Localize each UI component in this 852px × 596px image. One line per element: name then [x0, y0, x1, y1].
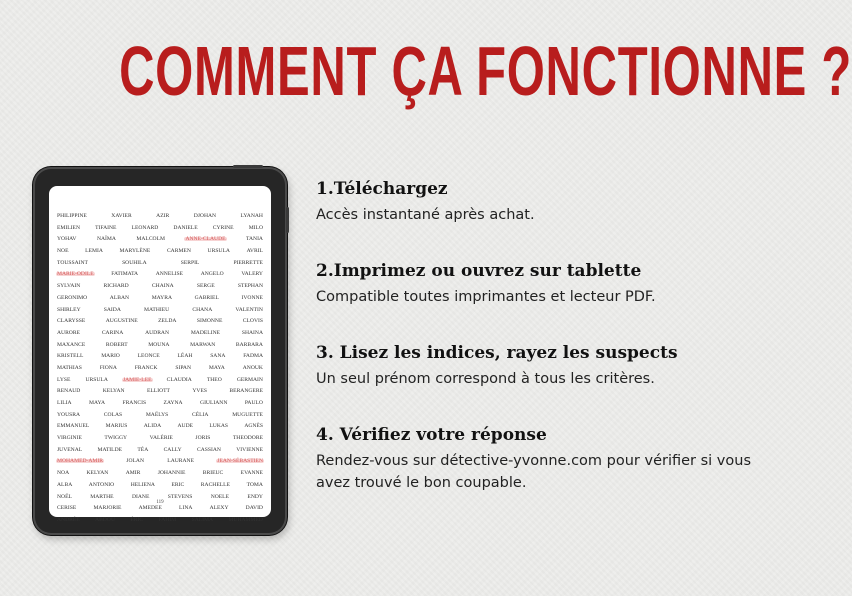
name-cell: CÉLIA	[192, 411, 209, 418]
name-cell: PAULO	[244, 400, 263, 406]
name-cell: FADMA	[243, 353, 263, 360]
name-cell: RENAUD	[57, 388, 81, 395]
name-cell: KELYAN	[86, 470, 109, 477]
name-cell: FRANCIS	[122, 400, 147, 406]
names-row	[57, 433, 263, 445]
name-cell: AGNÈS	[244, 423, 263, 430]
name-cell: ENDY	[247, 493, 263, 500]
name-cell: FIONA	[99, 364, 117, 371]
name-cell: AVRIL	[246, 248, 263, 255]
name-cell: NOËL	[57, 493, 72, 500]
name-cell: EMILIEN	[57, 224, 80, 231]
name-cell: CLOVIS	[242, 318, 263, 325]
name-cell: MATHIEU	[144, 306, 170, 313]
names-row	[57, 456, 263, 468]
name-cell: MARJORIE	[93, 505, 122, 512]
names-row	[57, 480, 263, 492]
step-2-text: Compatible toutes imprimantes et lecteur PDF.	[316, 289, 656, 305]
name-cell: LEMIA	[85, 248, 103, 255]
name-cell: AZIR	[156, 213, 170, 219]
names-row	[57, 363, 263, 375]
name-cell: LILIA	[57, 400, 72, 406]
name-cell: SHIRLEY	[57, 306, 81, 313]
name-cell: MAYA	[89, 400, 106, 406]
name-cell: BRIEUC	[202, 470, 224, 477]
step-4-text: Rendez-vous sur détective-yvonne.com pour vérifier si vous avez trouvé le bon coupable.	[316, 453, 751, 491]
name-cell: ANTONIO	[88, 481, 115, 488]
names-row	[57, 328, 263, 340]
name-cell: LEONCE	[137, 353, 160, 360]
tablet-mockup	[33, 167, 287, 535]
name-cell: STEPHAN	[237, 283, 263, 290]
step-1-text: Accès instantané après achat.	[316, 207, 535, 223]
name-cell: XAVIER	[111, 213, 132, 219]
name-cell: CALLY	[163, 446, 182, 453]
name-cell: MALCOLM	[136, 236, 165, 243]
names-grid	[57, 211, 263, 527]
name-cell: ÉRIC	[130, 516, 144, 523]
name-cell: TOMA	[246, 481, 263, 488]
step-2	[316, 260, 786, 308]
name-cell: MARTHE	[90, 493, 114, 500]
name-cell: TANIA	[246, 236, 263, 243]
name-cell: AURORE	[57, 329, 80, 336]
names-row	[57, 445, 263, 457]
name-cell: GERONIMO	[57, 294, 88, 301]
name-cell: LAURANE	[167, 458, 195, 465]
name-cell: YVES	[192, 388, 207, 395]
name-cell: SAIDA	[103, 306, 121, 313]
name-cell: AMEDEE	[138, 505, 162, 512]
name-cell: LYSE	[57, 376, 71, 383]
name-cell: SERPIL	[180, 259, 200, 266]
name-cell: NOELE	[210, 493, 230, 500]
name-cell: SOUHILA	[122, 259, 147, 266]
name-cell: MADELINE	[190, 329, 221, 336]
names-row	[57, 398, 263, 410]
name-cell: CASSIAN	[197, 446, 221, 453]
names-row	[57, 211, 263, 223]
name-cell: FRANCK	[134, 364, 158, 371]
name-cell: CLARYSSE	[57, 318, 86, 325]
name-cell: BERANGERE	[229, 388, 263, 395]
names-row	[57, 269, 263, 281]
name-cell: MAXANCE	[57, 341, 86, 348]
name-cell: ANGELO	[200, 271, 224, 278]
name-cell: LÉAH	[177, 353, 193, 360]
name-cell: EVANNE	[240, 470, 263, 477]
name-cell: MUHAMMED	[228, 516, 263, 523]
name-cell: TÉA	[137, 446, 149, 453]
name-cell: ZELDA	[158, 318, 177, 325]
names-row	[57, 305, 263, 317]
name-cell: NOE	[57, 248, 69, 255]
name-cell: CHANA	[192, 306, 213, 313]
name-cell: RACHELLE	[200, 481, 231, 488]
name-cell: VALÉRIE	[149, 435, 173, 442]
name-cell: COLAS	[103, 411, 123, 418]
tablet-volume-button	[286, 207, 289, 233]
name-cell: SALIMA	[191, 516, 214, 523]
name-cell: AUGUSTINE	[105, 318, 138, 325]
step-4-heading: 4. Vérifiez votre réponse	[316, 425, 547, 445]
tablet-screen	[49, 186, 271, 523]
name-cell: FATIMATA	[111, 271, 139, 278]
names-row	[57, 351, 263, 363]
name-cell: VIRGINIE	[57, 435, 82, 442]
step-1-heading: 1.Téléchargez	[316, 179, 448, 199]
step-1	[316, 178, 786, 226]
step-3-heading: 3. Lisez les indices, rayez les suspects	[316, 343, 678, 363]
name-cell: JOLAN	[126, 458, 144, 465]
name-cell: IVONNE	[241, 294, 263, 301]
names-row	[57, 515, 263, 527]
names-row	[57, 223, 263, 235]
name-cell: MOUNA	[148, 341, 170, 348]
name-cell: URSULA	[207, 248, 230, 255]
names-row	[57, 410, 263, 422]
name-cell: MAYRA	[151, 294, 172, 301]
name-cell: ANNELISE	[155, 271, 184, 278]
name-cell: ALIDA	[143, 423, 162, 430]
name-cell: TOUSSAINT	[57, 259, 88, 266]
name-cell: LUKAS	[209, 423, 229, 430]
step-2-heading: 2.Imprimez ou ouvrez sur tablette	[316, 261, 642, 281]
name-cell: DANIELE	[173, 224, 198, 231]
name-cell: CHAINA	[151, 283, 174, 290]
name-cell: SIMONNE	[196, 318, 223, 325]
name-cell: PIERRETTE	[233, 259, 263, 266]
name-cell: SHAINA	[241, 329, 263, 336]
name-cell: GIULIANN	[200, 400, 228, 406]
name-cell: KRISTELL	[57, 353, 84, 360]
name-cell: CARMEN	[166, 248, 191, 255]
name-cell: THEODORE	[232, 435, 263, 442]
highlighted-name: ANNE-CLAUDE	[185, 234, 225, 246]
name-cell: MARIO	[101, 353, 120, 360]
name-cell: ABDOU	[95, 516, 115, 523]
name-cell: GERMAIN	[236, 376, 263, 383]
name-cell: JORIS	[195, 435, 211, 442]
name-cell: HELIENA	[130, 481, 155, 488]
name-cell: SERGE	[196, 283, 215, 290]
name-cell: MARIUS	[105, 423, 128, 430]
name-cell: JOHANNIE	[157, 470, 186, 477]
names-row	[57, 234, 263, 246]
name-cell: MAYA	[208, 364, 225, 371]
names-row	[57, 375, 263, 387]
page-number: 119	[156, 500, 164, 505]
name-cell: AUDE	[177, 423, 194, 430]
name-cell: ROBERT	[105, 341, 128, 348]
name-cell: LYANAH	[240, 213, 263, 219]
step-3	[316, 342, 786, 390]
name-cell: CYRINE	[212, 224, 234, 231]
name-cell: TWIGGY	[104, 435, 128, 442]
name-cell: GABRIEL	[194, 294, 219, 301]
name-cell: STEVENS	[167, 493, 193, 500]
name-cell: ALEXY	[209, 505, 229, 512]
name-cell: FAHIM	[158, 516, 177, 523]
names-row	[57, 386, 263, 398]
name-cell: ALBAN	[109, 294, 130, 301]
name-cell: AUDRAN	[145, 329, 170, 336]
name-cell: MUGUETTE	[232, 411, 263, 418]
names-row	[57, 316, 263, 328]
name-cell: ALBA	[57, 481, 73, 488]
name-cell: AMIR	[125, 470, 141, 477]
names-row	[57, 468, 263, 480]
highlighted-name: JAMIE-LEE	[123, 375, 152, 387]
name-cell: DAVID	[245, 505, 263, 512]
highlighted-name: MOHAMED-AMIR	[57, 456, 103, 468]
name-cell: SANA	[210, 353, 226, 360]
name-cell: DIANE	[131, 493, 150, 500]
name-cell: SYLVAIN	[57, 283, 81, 290]
name-cell: LINA	[179, 505, 193, 512]
name-cell: TIFAINE	[95, 224, 117, 231]
name-cell: MATILDE	[97, 446, 123, 453]
name-cell: THEO	[206, 376, 222, 383]
names-row	[57, 258, 263, 270]
name-cell: YOHAV	[57, 236, 77, 243]
page-title: COMMENT ÇA FONCTIONNE ?	[119, 32, 852, 110]
name-cell: MARYLÈNE	[119, 248, 151, 255]
name-cell: PHILIPPINE	[57, 213, 87, 219]
name-cell: JUVENAL	[57, 446, 83, 453]
name-cell: VALERY	[241, 271, 263, 278]
names-row	[57, 281, 263, 293]
name-cell: SIPAN	[175, 364, 191, 371]
names-row	[57, 293, 263, 305]
name-cell: URSULA	[85, 376, 108, 383]
name-cell: ANDRÉE	[57, 516, 80, 523]
name-cell: EMMANUEL	[57, 423, 90, 430]
name-cell: ELLIOTT	[146, 388, 170, 395]
step-4	[316, 424, 786, 494]
name-cell: MARWAN	[190, 341, 216, 348]
tablet-power-button	[233, 165, 263, 168]
highlighted-name: JEAN-SÉBASTIEN	[217, 456, 263, 468]
name-cell: YOUSRA	[57, 411, 81, 418]
name-cell: MILO	[248, 224, 263, 231]
name-cell: VIVIENNE	[236, 446, 263, 453]
names-row	[57, 246, 263, 258]
name-cell: DJOHAN	[193, 213, 217, 219]
name-cell: RICHARD	[103, 283, 129, 290]
step-3-text: Un seul prénom correspond à tous les critères.	[316, 371, 655, 387]
names-row	[57, 340, 263, 352]
highlighted-name: MARIE-ODILE	[57, 269, 94, 281]
name-cell: MAËLYS	[145, 411, 169, 418]
name-cell: VALENTIN	[235, 306, 263, 313]
name-cell: ZAYNA	[163, 400, 183, 406]
name-cell: MATHIAS	[57, 364, 82, 371]
name-cell: BARBARA	[235, 341, 263, 348]
names-row	[57, 421, 263, 433]
name-cell: LEONARD	[131, 224, 159, 231]
name-cell: KELYAN	[102, 388, 125, 395]
name-cell: NOA	[57, 470, 70, 477]
name-cell: CLAUDIA	[166, 376, 192, 383]
name-cell: NAÏMA	[96, 236, 116, 243]
name-cell: CARINA	[101, 329, 124, 336]
name-cell: CERISE	[57, 505, 77, 512]
name-cell: ERIC	[171, 481, 185, 488]
name-cell: ANOUK	[242, 364, 263, 371]
